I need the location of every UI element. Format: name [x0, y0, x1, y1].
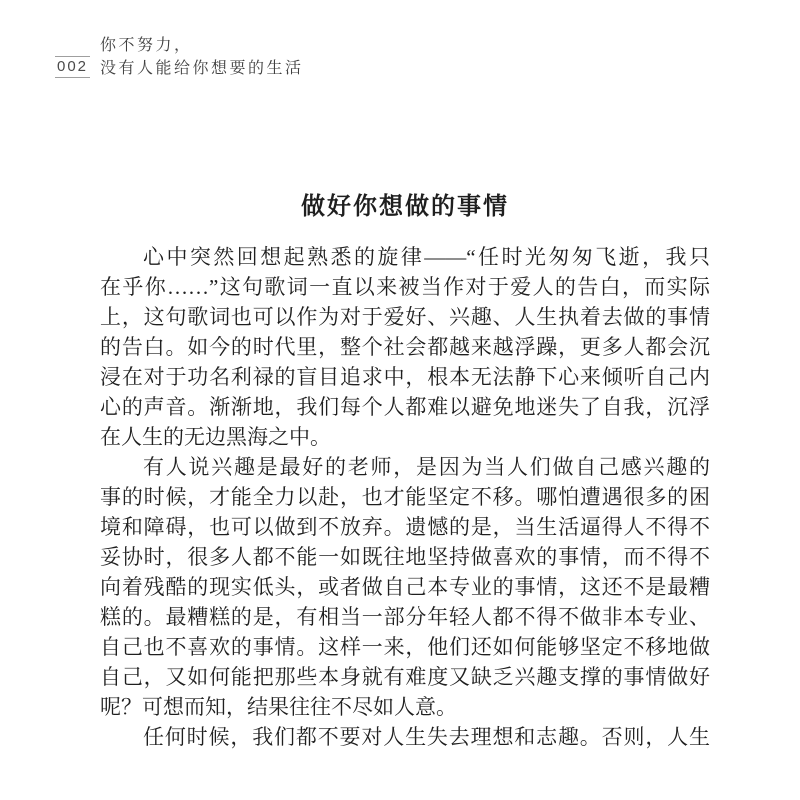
- body-line: 境和障碍，也可以做到不放弃。遗憾的是，当生活逼得人不得不: [100, 515, 710, 539]
- body-line: 浸在对于功名利禄的盲目追求中，根本无法静下心来倾听自己内: [100, 365, 710, 389]
- chapter-title: 做好你想做的事情: [301, 193, 509, 220]
- body-line: 事的时候，才能全力以赴，也才能坚定不移。哪怕遭遇很多的困: [100, 485, 710, 509]
- body-line: 自己也不喜欢的事情。这样一来，他们还如何能够坚定不移地做: [100, 635, 710, 659]
- body-line: 的告白。如今的时代里，整个社会都越来越浮躁，更多人都会沉: [100, 335, 710, 359]
- body-line: 心的声音。渐渐地，我们每个人都难以避免地迷失了自我，沉浮: [100, 395, 710, 419]
- body-line: 任何时候，我们都不要对人生失去理想和志趣。否则，人生: [143, 725, 710, 749]
- running-header: [100, 34, 304, 80]
- body-text: [100, 242, 710, 752]
- body-line: 呢？可想而知，结果往往不尽如人意。: [100, 695, 457, 719]
- body-line: 在乎你……”这句歌词一直以来被当作对于爱人的告白，而实际: [100, 275, 710, 299]
- body-line: 妥协时，很多人都不能一如既往地坚持做喜欢的事情，而不得不: [100, 545, 710, 569]
- body-line: 上，这句歌词也可以作为对于爱好、兴趣、人生执着去做的事情: [100, 305, 710, 329]
- running-header-line2: 没有人能给你想要的生活: [100, 60, 304, 77]
- body-line: 糕的。最糟糕的是，有相当一部分年轻人都不得不做非本专业、: [100, 605, 710, 629]
- body-line: 自己，又如何能把那些本身就有难度又缺乏兴趣支撑的事情做好: [100, 665, 710, 689]
- running-header-line1: 你不努力，: [100, 37, 193, 54]
- body-line: 心中突然回想起熟悉的旋律——“任时光匆匆飞逝，我只: [143, 245, 710, 269]
- body-line: 向着残酷的现实低头，或者做自己本专业的事情，这还不是最糟: [100, 575, 710, 599]
- body-line: 有人说兴趣是最好的老师，是因为当人们做自己感兴趣的: [143, 455, 710, 479]
- body-line: 在人生的无边黑海之中。: [100, 425, 331, 449]
- page-number: 002: [55, 56, 90, 78]
